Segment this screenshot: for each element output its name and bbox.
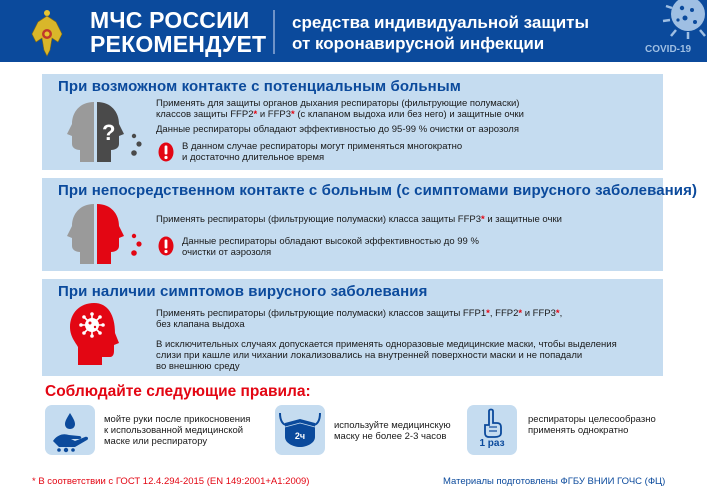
rule-text-mask: используйте медицинскую маску не более 2-3 часов — [334, 420, 451, 442]
medical-mask-icon — [275, 405, 325, 455]
section-title: При наличии симптомов вирусного заболевания — [58, 283, 428, 300]
section-title: При возможном контакте с потенциальным больным — [58, 78, 461, 95]
warning-exclamation-icon — [158, 142, 174, 162]
hand-wash-drop-icon — [45, 405, 95, 455]
infected-head-icon — [68, 301, 124, 367]
section-text-efficiency: Данные респираторы обладают эффективностью до 95-99 % очистки от аэрозоля — [156, 124, 519, 135]
mchs-eagle-emblem-icon — [30, 8, 64, 58]
title-line-1: МЧС РОССИИ — [90, 7, 250, 33]
section-text: Применять респираторы (фильтрующие полумаски) класса защиты FFP3* и защитные очки — [156, 214, 562, 225]
header-banner — [0, 0, 707, 62]
section-text-exceptions: В исключительных случаях допускается применять одноразовые медицинские маски, чтобы выделения слизи при кашле или чихании локализовались на внутренней поверхности маски и не попадали во внешнюю среду — [156, 339, 617, 372]
title-line-2: РЕКОМЕНДУЕТ — [90, 31, 267, 57]
footnote-star: * — [555, 308, 560, 319]
footnote-star: * — [481, 214, 485, 225]
section-possible-contact — [42, 74, 663, 170]
warning-text: В данном случае респираторы могут применяться многократно и достаточно длительное время — [182, 141, 463, 163]
cough-droplets-icon — [130, 132, 142, 158]
section-title: При непосредственном контакте с больным (с симптомами вирусного заболевания) — [58, 182, 698, 199]
footnote-star: * — [253, 109, 258, 120]
credits-text: Материалы подготовлены ФГБУ ВНИИ ГОЧС (ФЦ) — [443, 476, 666, 487]
header-divider — [273, 10, 275, 54]
header-title — [90, 8, 266, 56]
covid-badge: COVID-19 — [645, 44, 692, 55]
section-text: Применять для защиты органов дыхания респираторы (фильтрующие полумаски) классов защиты FFP2* и FFP3* (с клапаном выдоха или без него) и защитные очки — [156, 98, 524, 120]
footnote-star: * — [518, 308, 523, 319]
heads-question-cough-icon — [64, 100, 128, 164]
medical-mask-icon — [275, 405, 325, 455]
warning-exclamation-icon — [158, 236, 174, 256]
heads-red-cough-icon — [64, 202, 128, 266]
header-subtitle — [292, 12, 589, 54]
rules-title: Соблюдайте следующие правила: — [45, 383, 311, 400]
one-finger-icon — [467, 405, 517, 455]
subtitle-line-1: средства индивидуальной защиты — [292, 13, 589, 32]
rule-text-respirator-once: респираторы целесообразно применять однократно — [528, 414, 656, 436]
svg-text:?: ? — [102, 120, 116, 145]
rule-text-handwash: мойте руки после прикосновения к использованной медицинской маске или респиратору — [104, 414, 251, 447]
gost-footnote: * В соответствии с ГОСТ 12.4.294-2015 (EN 149:2001+A1:2009) — [32, 476, 310, 487]
section-direct-contact — [42, 178, 698, 271]
warning-text: Данные респираторы обладают высокой эффективностью до 99 % очистки от аэрозоля — [182, 236, 479, 258]
footnote-star: * — [291, 109, 295, 120]
section-text: Применять респираторы (фильтрующие полумаски) классов защиты FFP1*, FFP2* и FFP3*, без клапана выдоха — [156, 308, 563, 330]
subtitle-line-2: от коронавирусной инфекции — [292, 34, 545, 53]
section-symptoms — [42, 279, 663, 376]
cough-droplets-icon — [130, 232, 142, 258]
mask-hours-badge: 2ч — [294, 431, 306, 441]
footnote-star: * — [486, 308, 490, 319]
hand-wash-drop-icon — [45, 405, 95, 455]
coronavirus-icon — [660, 0, 707, 40]
once-badge: 1 раз — [479, 438, 505, 449]
